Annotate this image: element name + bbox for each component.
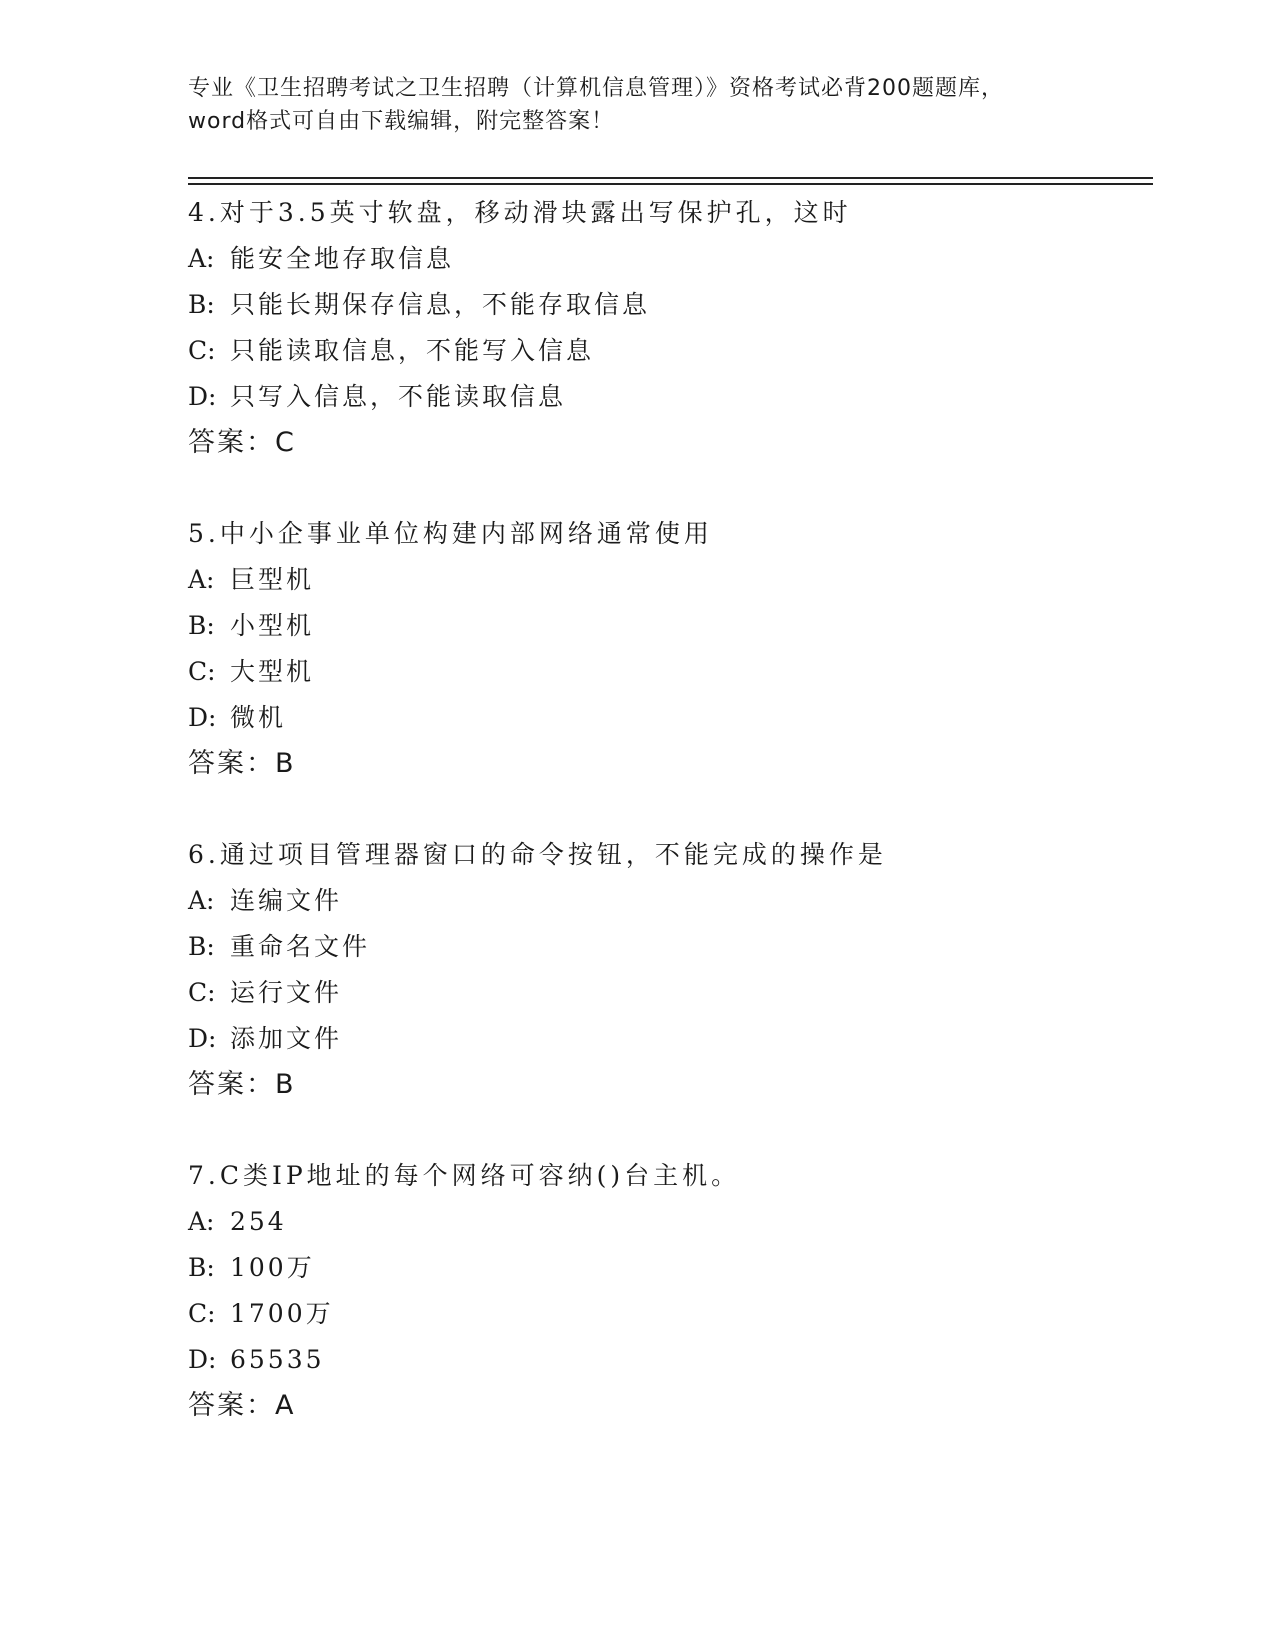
question-text: 7.C类IP地址的每个网络可容纳()台主机。 bbox=[188, 1161, 741, 1190]
option-c bbox=[188, 1291, 1138, 1337]
option-letter: A: bbox=[188, 565, 215, 594]
option-letter: D: bbox=[188, 1024, 217, 1053]
option-text: 100万 bbox=[230, 1253, 315, 1282]
option-text: 大型机 bbox=[230, 657, 315, 686]
option-a bbox=[188, 557, 1138, 603]
option-c bbox=[188, 649, 1138, 695]
header-divider-bottom bbox=[188, 183, 1153, 185]
option-a bbox=[188, 878, 1138, 924]
question-text: 6.通过项目管理器窗口的命令按钮，不能完成的操作是 bbox=[188, 840, 887, 869]
option-text: 重命名文件 bbox=[230, 932, 371, 961]
option-b bbox=[188, 603, 1138, 649]
option-letter: B: bbox=[188, 290, 215, 319]
option-c bbox=[188, 328, 1138, 374]
option-b bbox=[188, 1245, 1138, 1291]
option-letter: B: bbox=[188, 932, 215, 961]
question-item bbox=[188, 832, 1138, 1108]
option-text: 微机 bbox=[230, 703, 287, 732]
answer-line: 答案：B bbox=[188, 748, 296, 779]
option-letter: D: bbox=[188, 382, 217, 411]
option-b bbox=[188, 282, 1138, 328]
option-text: 只能长期保存信息，不能存取信息 bbox=[230, 290, 651, 319]
header-title-line-1: 专业《卫生招聘考试之卫生招聘（计算机信息管理）》资格考试必背200题题库， bbox=[188, 76, 1004, 101]
question-item bbox=[188, 1153, 1138, 1429]
option-text: 巨型机 bbox=[230, 565, 315, 594]
option-letter: C: bbox=[188, 336, 216, 365]
option-text: 添加文件 bbox=[230, 1024, 343, 1053]
option-letter: A: bbox=[188, 1207, 215, 1236]
question-item bbox=[188, 511, 1138, 787]
option-text: 运行文件 bbox=[230, 978, 343, 1007]
option-text: 小型机 bbox=[230, 611, 315, 640]
option-letter: B: bbox=[188, 611, 215, 640]
document-header bbox=[188, 72, 1088, 138]
option-text: 254 bbox=[230, 1207, 287, 1236]
option-a bbox=[188, 236, 1138, 282]
option-text: 能安全地存取信息 bbox=[230, 244, 455, 273]
option-d bbox=[188, 374, 1138, 420]
option-text: 只写入信息，不能读取信息 bbox=[230, 382, 567, 411]
option-letter: B: bbox=[188, 1253, 215, 1282]
option-letter: C: bbox=[188, 1299, 216, 1328]
question-text: 5.中小企事业单位构建内部网络通常使用 bbox=[188, 519, 713, 548]
option-text: 1700万 bbox=[230, 1299, 334, 1328]
option-d bbox=[188, 1337, 1138, 1383]
option-text: 连编文件 bbox=[230, 886, 343, 915]
option-letter: C: bbox=[188, 657, 216, 686]
question-item bbox=[188, 190, 1138, 466]
option-d bbox=[188, 1016, 1138, 1062]
option-letter: A: bbox=[188, 886, 215, 915]
header-divider-top bbox=[188, 177, 1153, 179]
question-list bbox=[188, 190, 1138, 1474]
question-text: 4.对于3.5英寸软盘，移动滑块露出写保护孔，这时 bbox=[188, 198, 852, 227]
option-c bbox=[188, 970, 1138, 1016]
header-title-line-2: word格式可自由下载编辑，附完整答案！ bbox=[188, 109, 615, 134]
answer-line: 答案：C bbox=[188, 427, 296, 458]
option-letter: C: bbox=[188, 978, 216, 1007]
option-letter: A: bbox=[188, 244, 215, 273]
option-letter: D: bbox=[188, 1345, 217, 1374]
answer-line: 答案：A bbox=[188, 1390, 296, 1421]
option-text: 只能读取信息，不能写入信息 bbox=[230, 336, 595, 365]
option-a bbox=[188, 1199, 1138, 1245]
answer-line: 答案：B bbox=[188, 1069, 296, 1100]
option-b bbox=[188, 924, 1138, 970]
option-d bbox=[188, 695, 1138, 741]
option-letter: D: bbox=[188, 703, 217, 732]
option-text: 65535 bbox=[230, 1345, 325, 1374]
